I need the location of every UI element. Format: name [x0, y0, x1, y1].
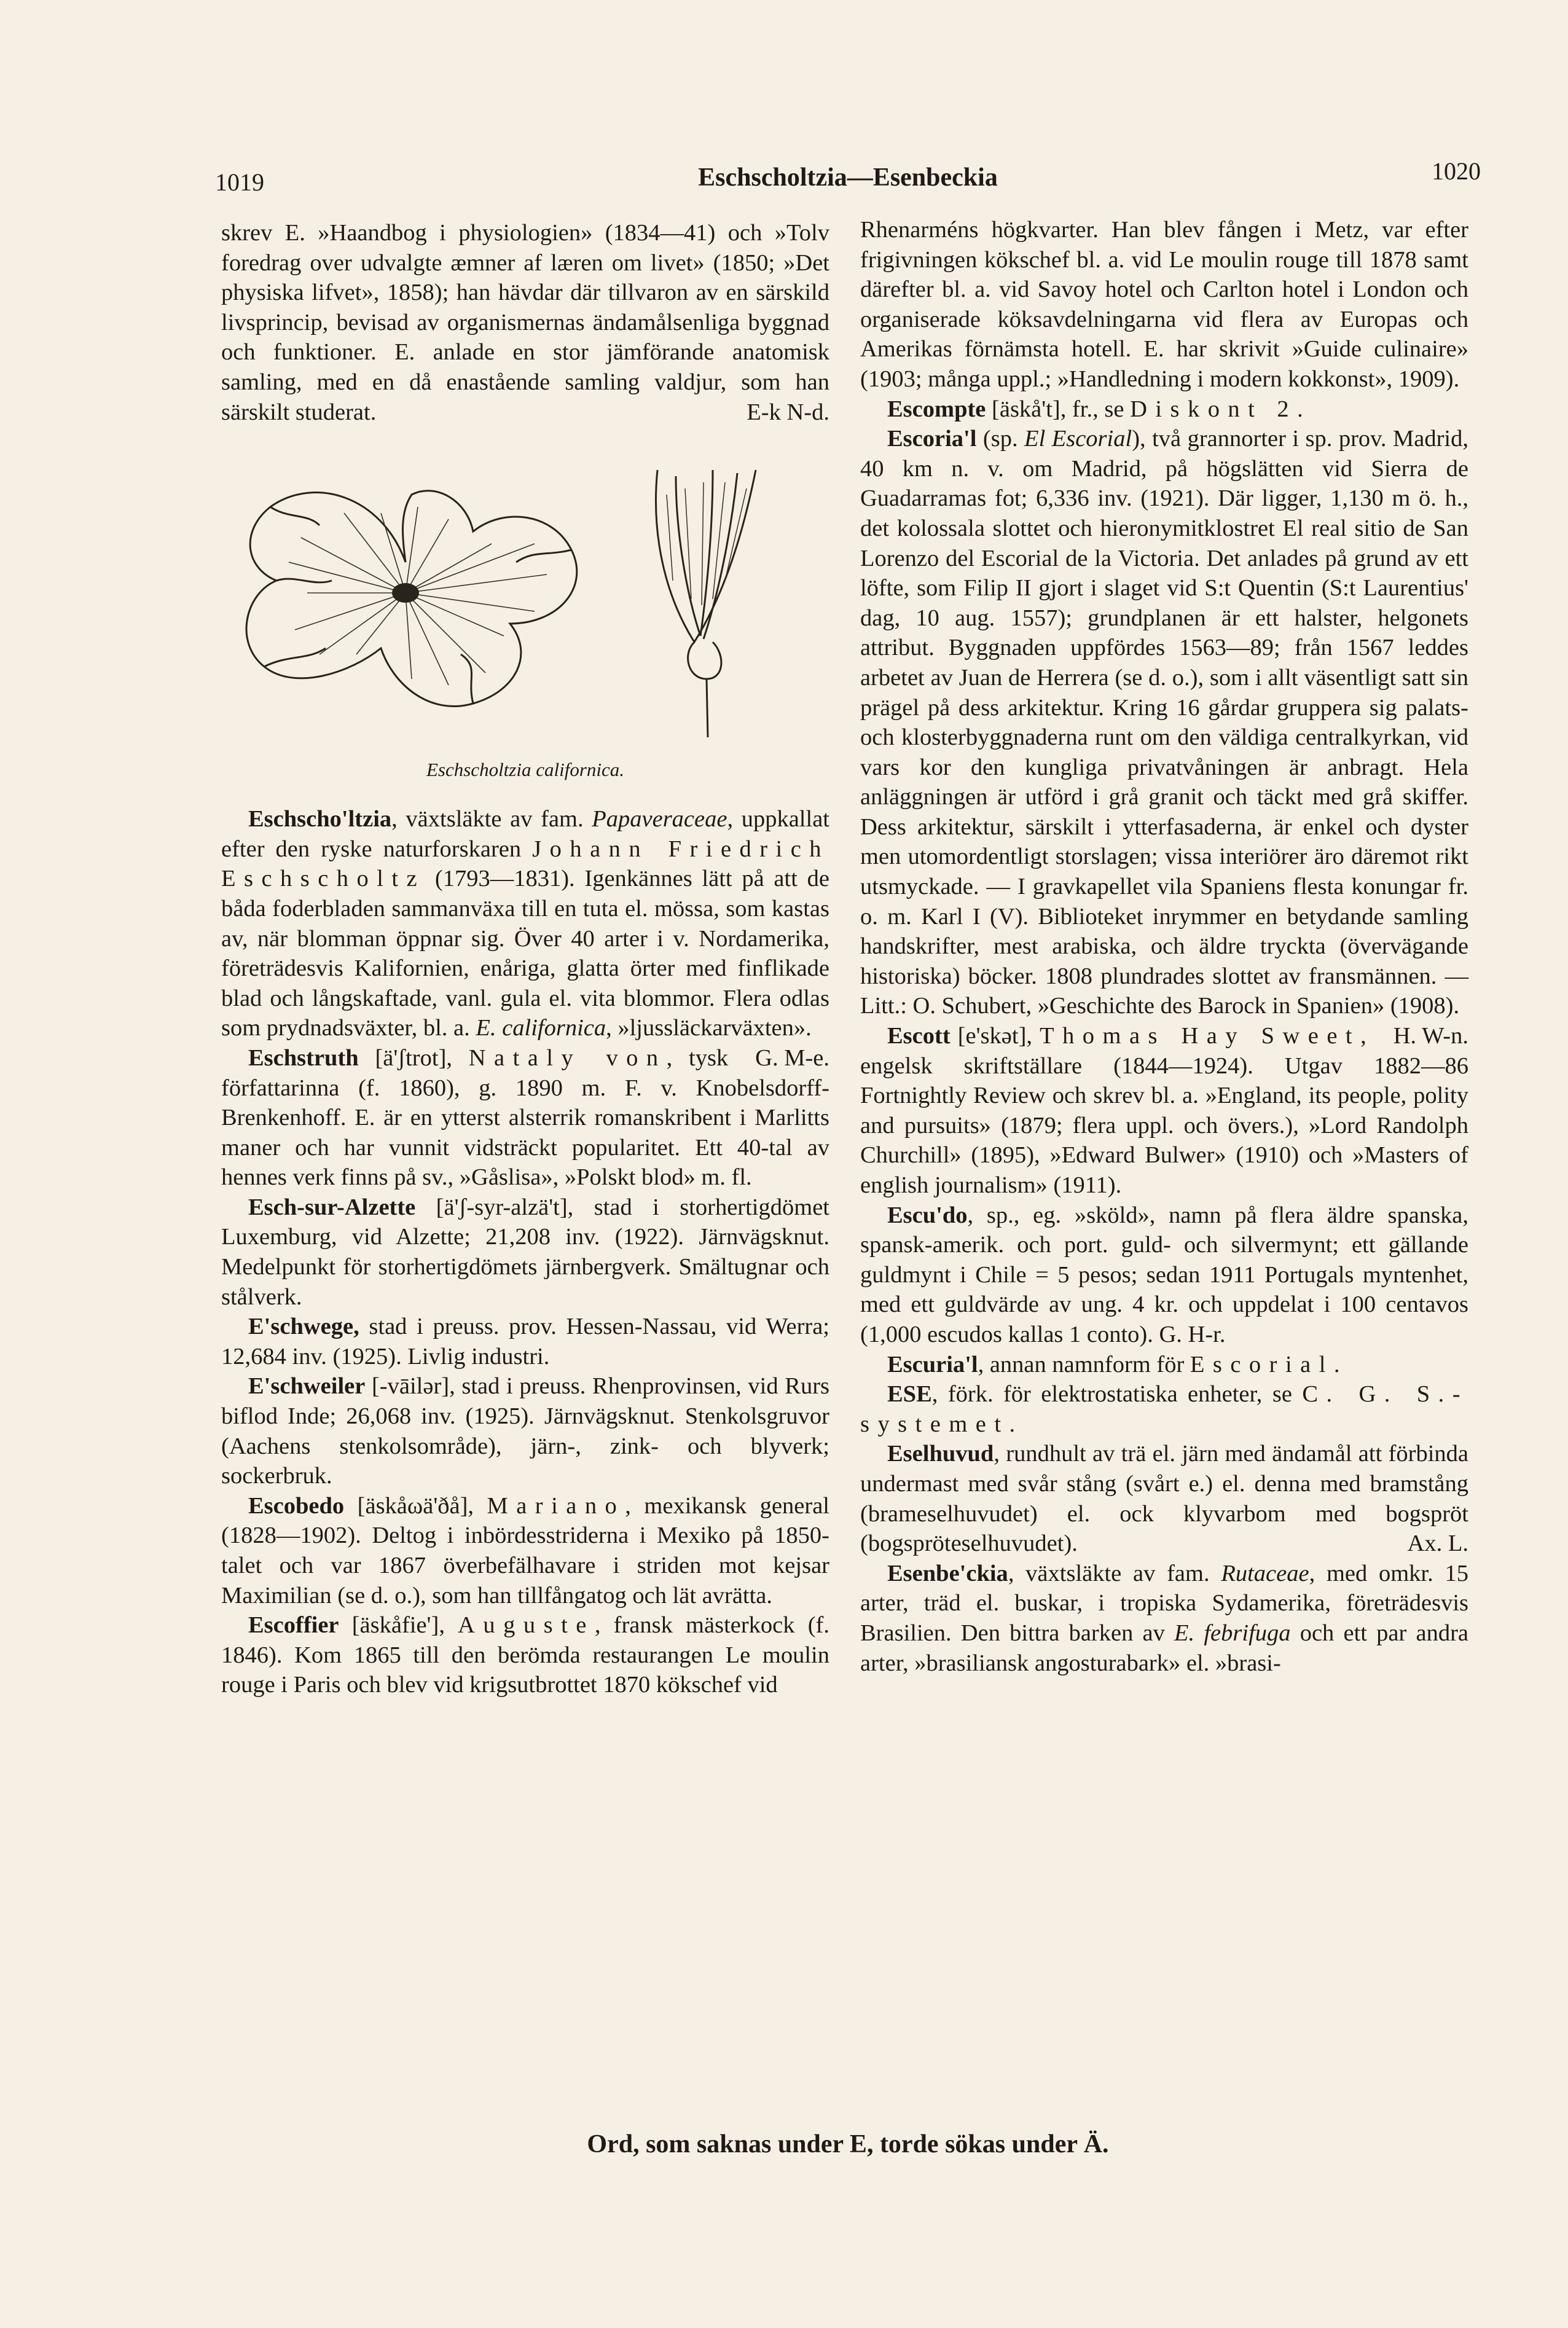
- page-footer-note: Ord, som saknas under E, torde sökas under Ä.: [587, 2130, 1109, 2158]
- entry-escott: Escott [e'skət], Thomas Hay Sweet, engelsk skriftställare (1844—1924). Utgav 1882—86 Fortnightly Review och skrev bl. a. »England, its people, polity and pursuits» (1879; flera uppl. och övers.), »Lord Randolph Churchill» (1895), »Edward Bulwer» (1910) och »Masters of english journalism» (1911).: [860, 1023, 1468, 1198]
- entry-escurial: Escuria'l, annan namnform för Escorial.: [887, 1351, 1340, 1378]
- right-page-number: 1020: [1432, 157, 1481, 185]
- entry-escorial: Escoria'l (sp. El Escorial), två grannorter i sp. prov. Madrid, 40 km n. v. om Madrid, på högslätten vid Sierra de Guadarramas fot; 6,336 inv. (1921). Där ligger, 1,130 m ö. h., det kolossala slottet och hieronymitklostret El real sitio de San Lorenzo del Escorial de la Victoria. Det anlades på grund av ett löfte, som Filip II gjort i slaget vid S:t Quentin (S:t Laurentius' dag, 10 aug. 1557); grundplanen är ett halster, helgonets attribut. Byggnaden uppfördes 1563—89; från 1567 leddes arbetet av Juan de Herrera (se d. o.), som i allt väsentligt satt sin prägel på dess arkitektur. Kring 16 gårdar gruppera sig palats- och klosterbyggnaderna runt om den väldiga centralkyrkan, vid vars kor den kungliga privatvåningen är anbragt. Hela anläggningen är utförd i grå granit och täckt med grå skiffer. Dess arkitektur, särskilt i ytterfasaderna, är enkel och dyster men utomordentligt storslagen; vissa interiörer äro däremot rikt utsmyckade. — I gravkapellet vila Spaniens flesta konungar fr. o. m. Karl I (V). Biblioteket inrymmer en betydande samling handskrifter, mest arabiska, och äldre tryckta (övervägande historiska) böcker. 1808 plundrades slottet av fransmännen. — Litt.: O. Schubert, »Geschichte des Barock in Spanien» (1908). H. W-n.: [860, 426, 1468, 1049]
- entry-ese: ESE, förk. för elektrostatiska enheter, se C. G. S.-systemet.: [860, 1381, 1468, 1437]
- entry-escudo: Escu'do, sp., eg. »sköld», namn på flera äldre spanska, spansk-amerik. och port. guld- och silvermynt; ett gällande guldmynt i Chile = 5 pesos; sedan 1911 Portugals myntenhet, med ett guldvärde av ung. 4 kr. och uppdelat i 100 centavos (1,000 escudos kallas 1 conto). G. H-r.: [860, 1202, 1468, 1347]
- entry-eschweiler: E'schweiler [-vāilər], stad i preuss. Rhenprovinsen, vid Rurs biflod Inde; 26,068 inv. (1925). Järnvägsknut. Stenkolsgruvor (Aachens stenkolsområde), järn-, zink- och blyverk; sockerbruk.: [221, 1373, 829, 1489]
- running-title: Eschscholtzia—Esenbeckia: [698, 163, 998, 192]
- entry-esenbeckia: Esenbe'ckia, växtsläkte av fam. Rutaceae, med omkr. 15 arter, träd el. buskar, i tropiska Sydamerika, företrädesvis Brasilien. Den bittra barken av E. febrifuga och ett par andra arter, »brasiliansk angosturabark» el. »brasi-: [860, 1560, 1468, 1676]
- continued-entry: skrev E. »Haandbog i physiologien» (1834—41) och »Tolv foredrag over udvalgte æmner af læren om livet» (1850; »Det physiska lifvet», 1858); han hävdar där tillvaron av en särskild livsprincip, bevisad av organismernas ändamålsenliga byggnad och funktioner. E. anlade en stor jämförande anatomisk samling, med en då enastående samling valdjur, som han särskilt studerat. E-k N-d.: [221, 218, 829, 427]
- seed-pod-illustration: [639, 458, 774, 740]
- entry-escobedo: Escobedo [äskåωä'ðå], Mariano, mexikansk general (1828—1902). Deltog i inbördesstriderna i Mexiko på 1850-talet och var 1867 överbefälhavare i striden mot kejsar Maximilian (se d. o.), som han tillfångatog och lät avrätta.: [221, 1492, 829, 1609]
- page-header: [215, 157, 1481, 200]
- author-signature: E-k N-d.: [747, 399, 829, 425]
- right-column: [860, 215, 1468, 1678]
- left-column: [221, 218, 829, 1700]
- entry-escoffier: Escoffier [äskåfie'], Auguste, fransk mästerkock (f. 1846). Kom 1865 till den berömda restaurangen Le moulin rouge i Paris och blev vid krigsutbrottet 1870 kökschef vid: [221, 1612, 829, 1698]
- entry-eschstruth: Eschstruth [ä'ʃtrot], Nataly von, tysk författarinna (f. 1860), g. 1890 m. F. v. Knobelsdorff-Brenkenhoff. E. är en ytterst alsterrik romanskribent i Marlitts maner och har vunnit vidsträckt popularitet. Ett 40-tal av hennes verk finns på sv., »Gåslisa», »Polskt blod» m. fl.: [221, 1044, 829, 1191]
- continued-entry: Rhenarméns högkvarter. Han blev fången i Metz, var efter frigivningen kökschef bl. a. vid Le moulin rouge till 1878 samt därefter bl. a. vid Savoy hotel och Carlton hotel i London och organiserade köksavdelningarna vid flera av Europas och Amerikas förnämsta hotell. E. har skrivit »Guide culinaire» (1903; många uppl.; »Handledning i modern kokkonst», 1909).: [860, 217, 1468, 392]
- figure-caption: Eschscholtzia californica.: [426, 759, 625, 781]
- entry-eschscholtzia: Eschscho'ltzia, växtsläkte av fam. Papaveraceae, uppkallat efter den ryske naturforskaren Johann Friedrich Eschscholtz (1793—1831). Igenkännes lätt på att de båda foderbladen sammanväxa till en tuta el. mössa, som kastas av, när blomman öppnar sig. Över 40 arter i v. Nordamerika, företrädesvis Kalifornien, enåriga, glatta örter med finflikade blad och långskaftade, vanl. gula el. vita blommor. Flera odlas som prydnadsväxter, bl. a. E. californica, »ljussläckarväxten». G. M-e.: [221, 806, 829, 1071]
- entry-escompte: Escompte [äskå't], fr., se Diskont 2.: [887, 396, 1303, 422]
- poppy-flower-illustration: [227, 470, 596, 728]
- botanical-figure: [221, 458, 829, 747]
- entry-esch-sur-alzette: Esch-sur-Alzette [ä'ʃ-syr-alzä't], stad i storhertigdömet Luxemburg, vid Alzette; 21,208 inv. (1922). Järnvägsknut. Medelpunkt för storhertigdömets järnbergverk. Smältugnar och stålverk.: [221, 1194, 829, 1310]
- left-page-number: 1019: [215, 168, 264, 196]
- entry-eschwege: E'schwege, stad i preuss. prov. Hessen-Nassau, vid Werra; 12,684 inv. (1925). Livlig industri.: [221, 1314, 829, 1370]
- entry-eselhuvud: Eselhuvud, rundhult av trä el. järn med ändamål att förbinda undermast med svår stång (svårt e.) el. denna med bramstång (brameselhuvudet) el. ock klyvarbom med bogspröt (bogspröteselhuvudet). Ax. L.: [860, 1441, 1468, 1557]
